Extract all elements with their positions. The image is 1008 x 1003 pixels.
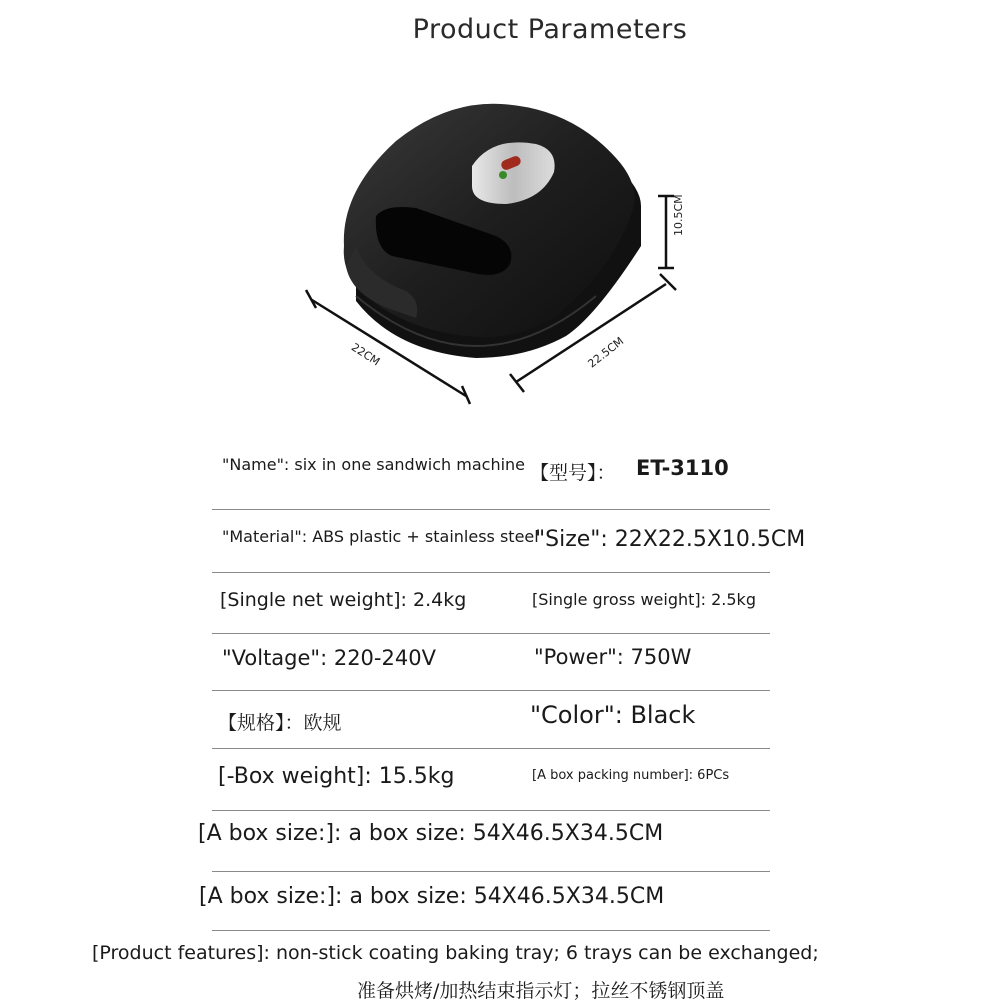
box-size-value: [A box size:]: a box size: 54X46.5X34.5CM — [199, 884, 665, 909]
height-dimension-label: 10.5CM — [672, 194, 685, 236]
box-packing-value: [A box packing number]: 6PCs — [532, 768, 730, 783]
table-divider — [212, 572, 770, 573]
power-value: "Power": 750W — [534, 645, 692, 669]
spec-value: 【规格】：欧规 — [218, 712, 342, 734]
color-value: "Color": Black — [530, 701, 696, 729]
gross-weight-value: [Single gross weight]: 2.5kg — [532, 590, 756, 609]
model-label: 【型号】： — [530, 462, 616, 484]
name-value: "Name": six in one sandwich machine — [222, 455, 526, 474]
box-size-value: [A box size:]: a box size: 54X46.5X34.5CM — [198, 821, 664, 846]
page-title: Product Parameters — [412, 14, 688, 45]
table-divider — [212, 748, 770, 749]
net-weight-value: [Single net weight]: 2.4kg — [220, 589, 467, 611]
depth-dimension-label: 22CM — [348, 340, 383, 369]
voltage-value: "Voltage": 220-240V — [222, 646, 436, 670]
table-divider — [212, 509, 770, 510]
width-dimension-label: 22.5CM — [585, 334, 627, 371]
model-value: ET-3110 — [636, 456, 729, 480]
features-cn-value: 准备烘烤/加热结束指示灯；拉丝不锈钢顶盖 — [357, 980, 725, 1002]
table-divider — [212, 930, 770, 931]
table-divider — [212, 690, 770, 691]
size-value: "Size": 22X22.5X10.5CM — [535, 527, 806, 552]
features-value: [Product features]: non-stick coating baking tray; 6 trays can be exchanged; — [92, 942, 819, 964]
table-divider — [212, 871, 770, 872]
material-value: "Material": ABS plastic + stainless steel — [222, 527, 539, 546]
box-weight-value: [-Box weight]: 15.5kg — [218, 764, 455, 789]
table-divider — [212, 810, 770, 811]
table-divider — [212, 633, 770, 634]
sandwich-maker-image — [296, 96, 716, 416]
